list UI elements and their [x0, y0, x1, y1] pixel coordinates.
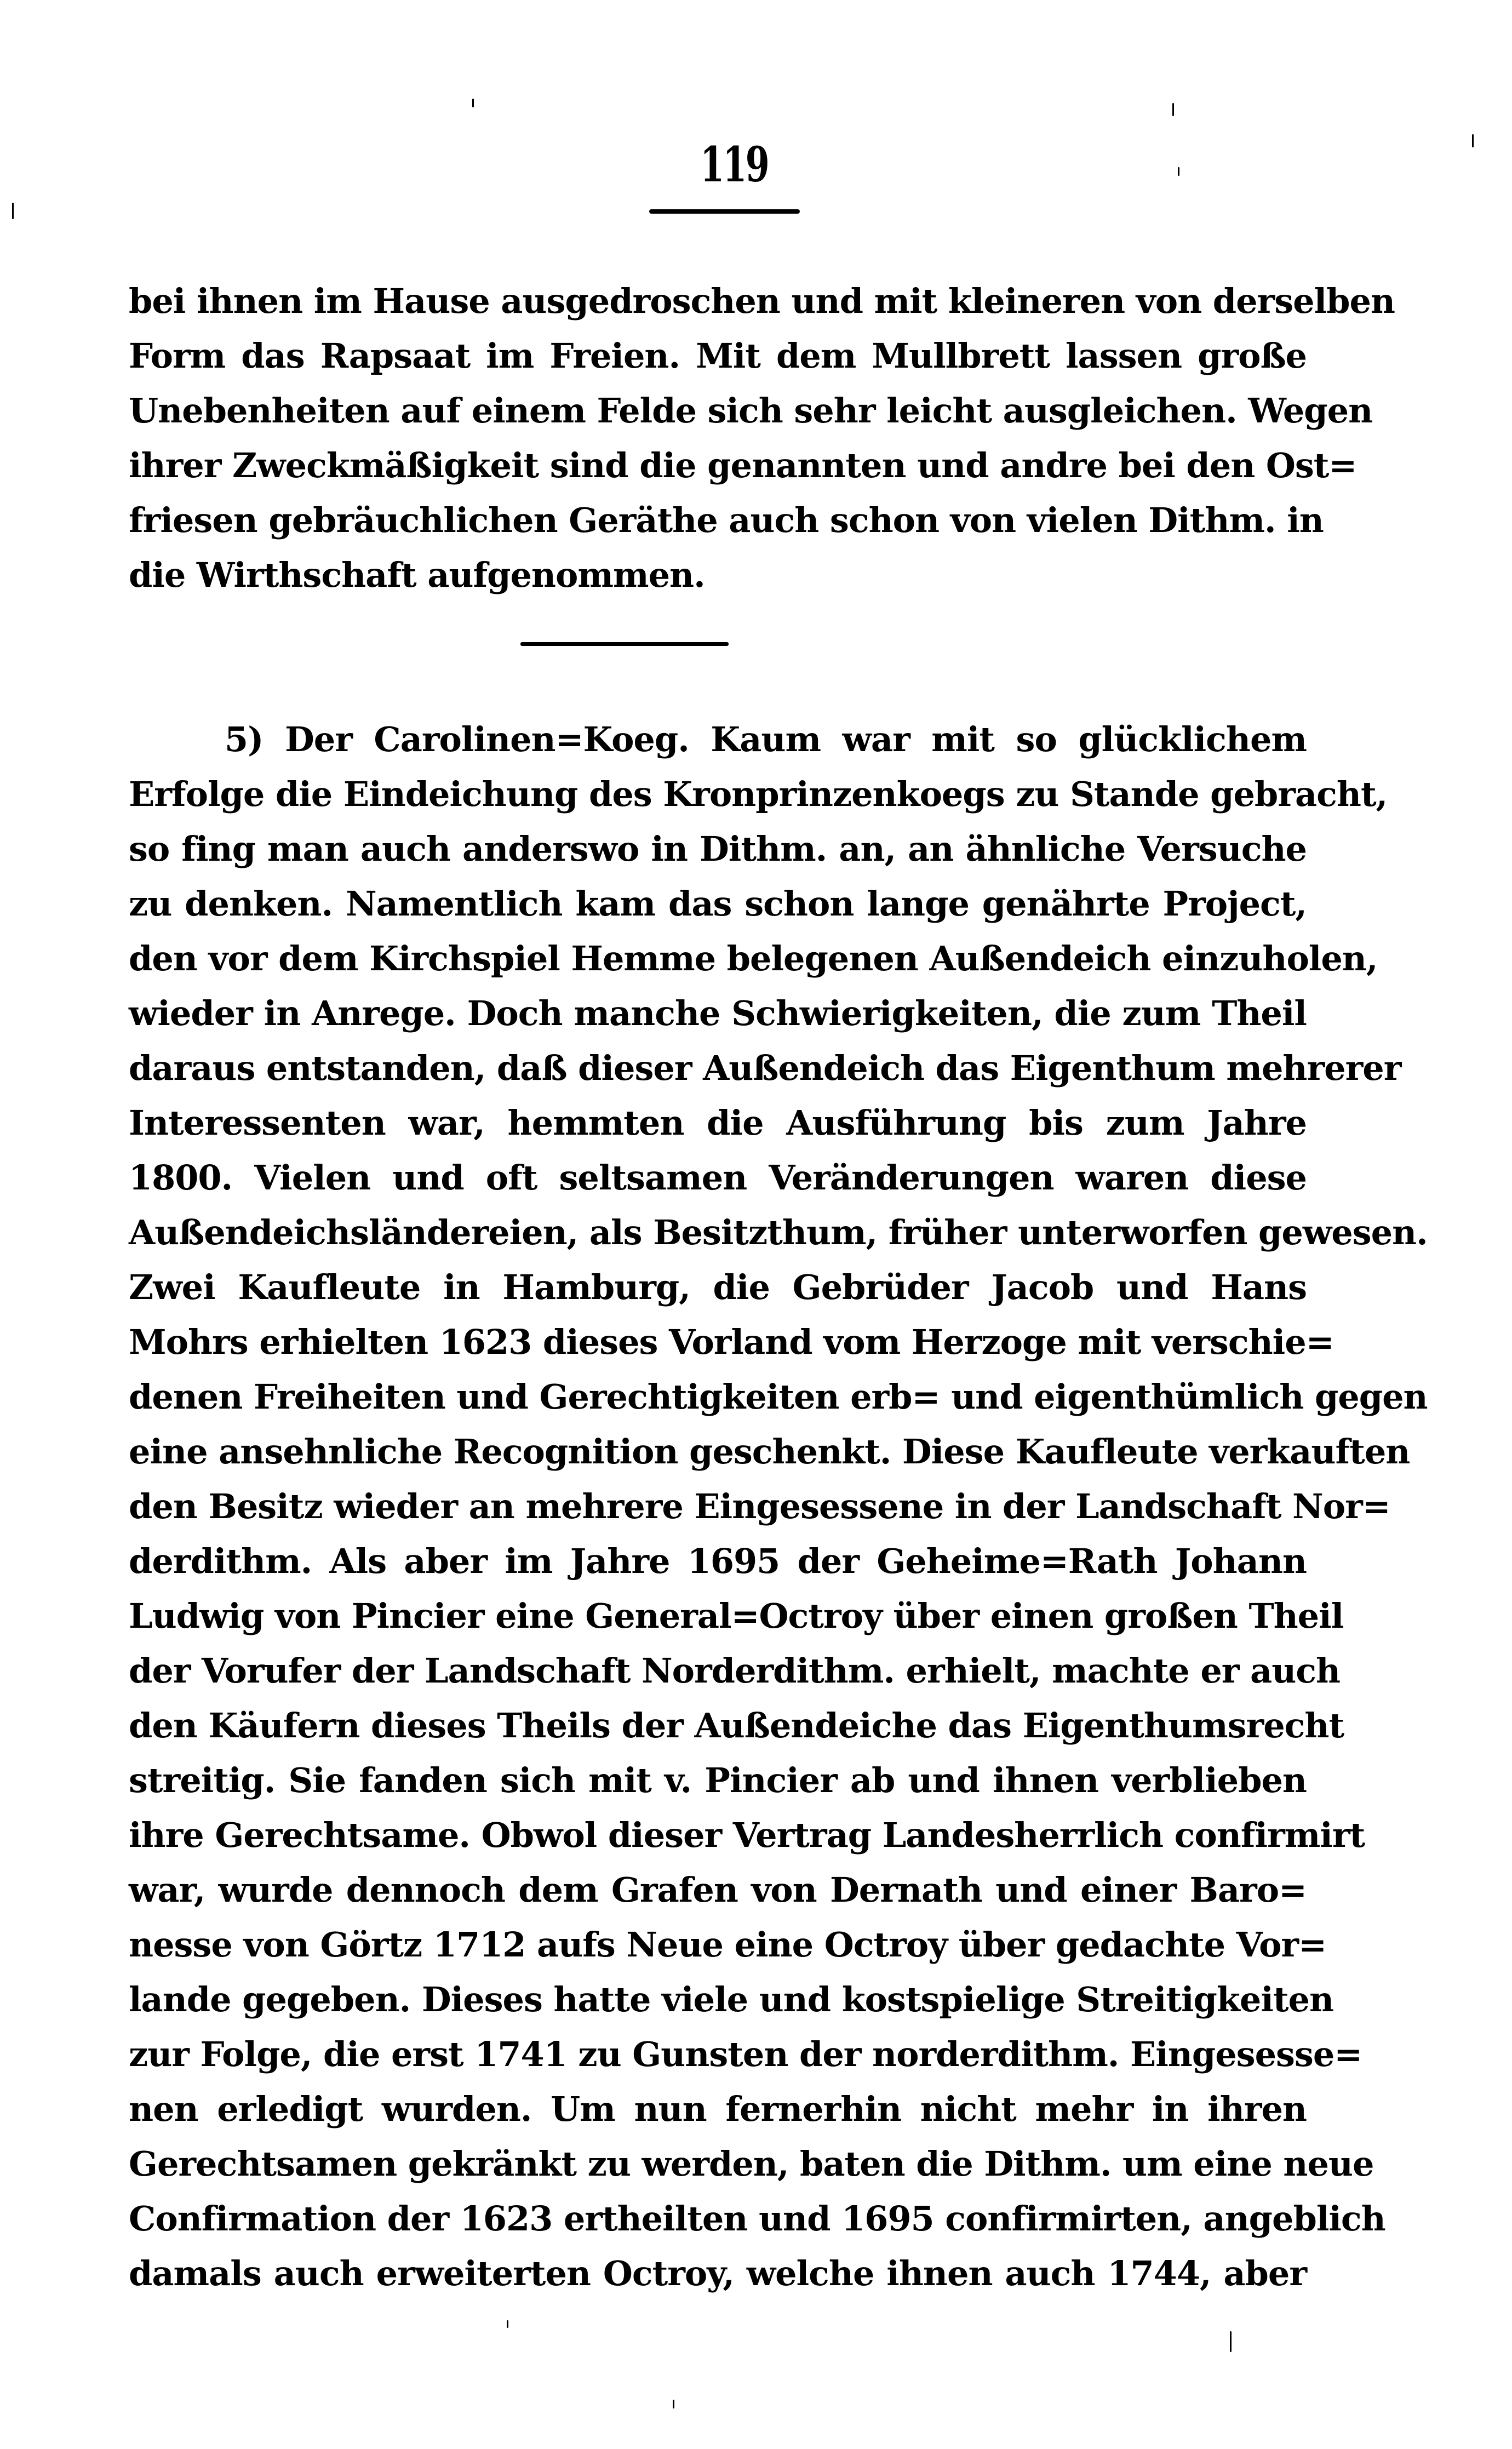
header-rule — [649, 209, 800, 214]
text-line: ihre Gerechtsame. Obwol dieser Vertrag Landesherrlich confirmirt — [129, 1815, 1365, 1855]
scan-speck — [1172, 103, 1174, 116]
text-line: so fing man auch anderswo in Dithm. an, an ähnliche Versuche — [129, 829, 1307, 869]
section-carolinen-koeg — [129, 712, 1428, 2301]
text-line: Unebenheiten auf einem Felde sich sehr leicht ausgleichen. Wegen — [129, 391, 1373, 431]
text-line: zur Folge, die erst 1741 zu Gunsten der norderdithm. Eingesesse= — [129, 2034, 1362, 2074]
paragraph-continuation — [129, 274, 1395, 603]
scan-speck — [472, 99, 474, 107]
section-heading-line: 5) Der Carolinen=Koeg. Kaum war mit so glücklichem — [225, 719, 1307, 759]
text-line: nen erledigt wurden. Um nun fernerhin nicht mehr in ihren — [129, 2089, 1307, 2129]
section-divider — [520, 642, 729, 646]
text-line: daraus entstanden, daß dieser Außendeich das Eigenthum mehrerer — [129, 1048, 1401, 1088]
text-line: damals auch erweiterten Octroy, welche ihnen auch 1744, aber — [129, 2253, 1307, 2293]
scan-speck — [673, 2400, 674, 2408]
text-line: denen Freiheiten und Gerechtigkeiten erb= und eigenthümlich gegen — [129, 1377, 1428, 1417]
text-line: den vor dem Kirchspiel Hemme belegenen Außendeich einzuholen, — [129, 939, 1378, 979]
text-line: ihrer Zweckmäßigkeit sind die genannten und andre bei den Ost= — [129, 445, 1357, 485]
page-header — [641, 137, 827, 192]
text-line: Mohrs erhielten 1623 dieses Vorland vom Herzoge mit verschie= — [129, 1322, 1334, 1362]
text-line: Ludwig von Pincier eine General=Octroy über einen großen Theil — [129, 1596, 1344, 1636]
scan-speck — [1178, 167, 1179, 176]
text-line: Zwei Kaufleute in Hamburg, die Gebrüder Jacob und Hans — [129, 1267, 1307, 1307]
text-line: Form das Rapsaat im Freien. Mit dem Mullbrett lassen große — [129, 336, 1307, 376]
text-line: den Besitz wieder an mehrere Eingesessene in der Landschaft Nor= — [129, 1486, 1390, 1526]
text-line: den Käufern dieses Theils der Außendeiche das Eigenthumsrecht — [129, 1706, 1344, 1746]
text-line: eine ansehnliche Recognition geschenkt. Diese Kaufleute verkauften — [129, 1432, 1410, 1472]
page-number: 119 — [700, 136, 768, 193]
text-line: war, wurde dennoch dem Grafen von Dernath und einer Baro= — [129, 1870, 1307, 1910]
text-line: Confirmation der 1623 ertheilten und 1695 confirmirten, angeblich — [129, 2199, 1385, 2239]
text-line: zu denken. Namentlich kam das schon lange genährte Project, — [129, 884, 1307, 924]
text-line: Gerechtsamen gekränkt zu werden, baten die Dithm. um eine neue — [129, 2144, 1374, 2184]
scan-speck — [1472, 134, 1474, 147]
scan-speck — [1230, 2331, 1232, 2352]
text-line: nesse von Görtz 1712 aufs Neue eine Octroy über gedachte Vor= — [129, 1925, 1327, 1965]
text-line: friesen gebräuchlichen Geräthe auch schon von vielen Dithm. in — [129, 500, 1324, 540]
text-line: der Vorufer der Landschaft Norderdithm. erhielt, machte er auch — [129, 1651, 1341, 1691]
text-line: Außendeichsländereien, als Besitzthum, früher unterworfen gewesen. — [129, 1212, 1428, 1252]
scan-speck — [507, 2320, 508, 2328]
text-line: Interessenten war, hemmten die Ausführung bis zum Jahre — [129, 1103, 1307, 1143]
scan-speck — [12, 203, 14, 219]
text-line: bei ihnen im Hause ausgedroschen und mit kleineren von derselben — [129, 281, 1395, 321]
text-line: derdithm. Als aber im Jahre 1695 der Geheime=Rath Johann — [129, 1541, 1307, 1581]
text-line: streitig. Sie fanden sich mit v. Pincier ab und ihnen verblieben — [129, 1760, 1307, 1800]
text-line: wieder in Anrege. Doch manche Schwierigkeiten, die zum Theil — [129, 993, 1307, 1033]
text-line: die Wirthschaft aufgenommen. — [129, 555, 705, 595]
text-line: Erfolge die Eindeichung des Kronprinzenkoegs zu Stande gebracht, — [129, 774, 1388, 814]
text-line: 1800. Vielen und oft seltsamen Veränderungen waren diese — [129, 1158, 1307, 1198]
text-line: lande gegeben. Dieses hatte viele und kostspielige Streitigkeiten — [129, 1979, 1334, 2019]
